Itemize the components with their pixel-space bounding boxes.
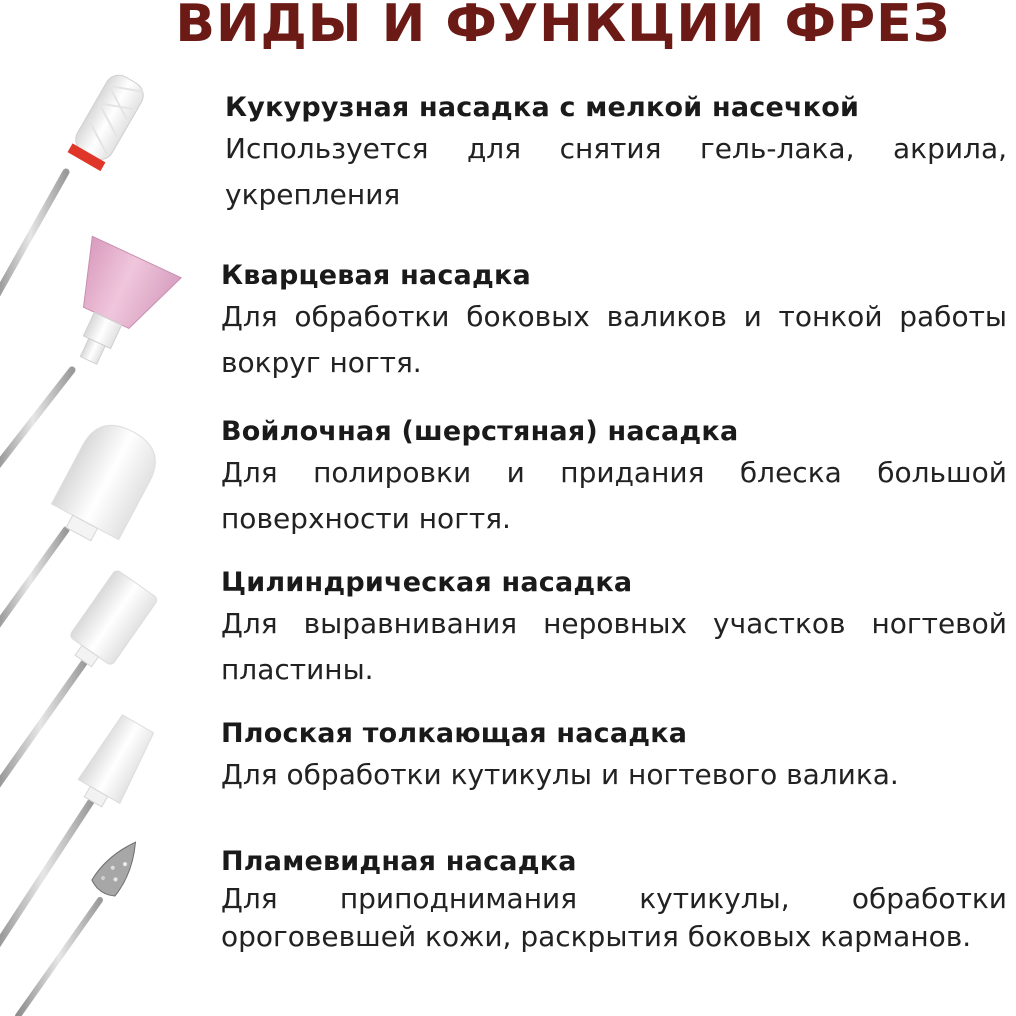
item-heading: Цилиндрическая насадка bbox=[221, 567, 633, 598]
item-heading: Пламевидная насадка bbox=[221, 846, 577, 877]
item-description: Для обработки кутикулы и ногтевого валика. bbox=[221, 758, 899, 791]
item-heading: Кукурузная насадка с мелкой насечкой bbox=[225, 92, 860, 123]
item-cylinder bbox=[221, 565, 1007, 693]
item-heading: Войлочная (шерстяная) насадка bbox=[221, 416, 739, 447]
item-quartz bbox=[221, 258, 1007, 386]
item-corn-burr bbox=[221, 90, 1007, 218]
item-description: Для полировки и придания блеска большой поверхности ногтя. bbox=[221, 456, 1007, 535]
page-title: ВИДЫ И ФУНКЦИИ ФРЕЗ bbox=[175, 0, 951, 54]
tools-column bbox=[0, 0, 220, 1016]
item-description: Для обработки боковых валиков и тонкой работы вокруг ногтя. bbox=[221, 300, 1007, 379]
item-heading: Плоская толкающая насадка bbox=[221, 718, 688, 749]
item-felt bbox=[221, 414, 1007, 542]
item-description: Для приподнимания кутикулы, обработки ороговевшей кожи, раскрытия боковых карманов. bbox=[221, 882, 1007, 953]
item-flame bbox=[221, 844, 1007, 956]
item-description: Используется для снятия гель-лака, акрила, укрепления bbox=[225, 132, 1007, 211]
diamond-flame-bit-icon bbox=[18, 834, 147, 1016]
item-flat-pusher bbox=[221, 716, 1007, 798]
item-description: Для выравнивания неровных участков ногтевой пластины. bbox=[221, 607, 1007, 686]
item-heading: Кварцевая насадка bbox=[221, 260, 531, 291]
